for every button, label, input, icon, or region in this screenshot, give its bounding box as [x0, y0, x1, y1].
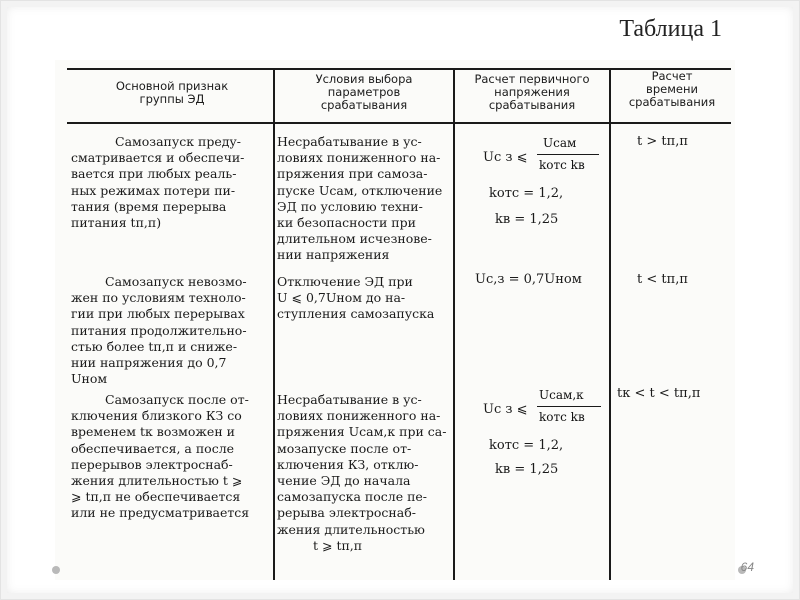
row1-criterion-line: ных режимах потери пи-	[71, 182, 236, 198]
row2-time: t < tп,п	[637, 272, 689, 287]
row3-condition-line: Несрабатывание в ус-	[277, 392, 422, 407]
row1-criterion-line: вается при любых реаль-	[71, 166, 237, 182]
row2-criterion-line: гии при любых перерывах	[71, 306, 245, 322]
row1-condition-line: ки безопасности при	[277, 215, 416, 231]
row1-condition	[277, 134, 451, 264]
row2-condition	[277, 274, 451, 323]
row1-voltage-lhs: Uс з ⩽	[483, 150, 528, 165]
row1-condition-line: Несрабатывание в ус-	[277, 134, 422, 149]
row3-condition-line: мозапуске после от-	[277, 440, 412, 456]
row2-criterion-line: нии напряжения до 0,7	[71, 355, 227, 371]
row2-criterion	[71, 274, 269, 387]
row3-condition-line: ключения КЗ, отклю-	[277, 456, 419, 472]
row3-voltage-lhs: Uс з ⩽	[483, 402, 528, 417]
column-divider-1	[273, 68, 275, 580]
scanned-table	[55, 60, 735, 580]
row1-criterion-line: питания tп,п)	[71, 215, 162, 231]
row3-condition-line: жения длительностью	[277, 521, 425, 537]
row2-condition-line: Отключение ЭД при	[277, 274, 413, 289]
column-divider-3	[609, 68, 611, 580]
row3-time: tк < t < tп,п	[617, 386, 701, 401]
row3-fraction-bar	[537, 406, 601, 407]
row2-criterion-line: Самозапуск невозмо-	[105, 274, 247, 289]
row3-criterion	[71, 392, 269, 522]
row3-condition-line: t ⩾ tп,п	[313, 537, 363, 553]
row1-condition-line: ЭД по условию техни-	[277, 198, 423, 214]
row3-criterion-line: или не предусматривается	[71, 505, 250, 521]
row2-criterion-line: питания продолжительно-	[71, 322, 247, 338]
row1-condition-line: длительном исчезнове-	[277, 231, 432, 247]
row3-condition-line: самозапуска после пе-	[277, 489, 428, 505]
row1-criterion-line: тания (время перерыва	[71, 198, 227, 214]
row1-criterion-line: сматривается и обеспечи-	[71, 150, 245, 166]
row3-criterion-line: Самозапуск после от-	[105, 392, 249, 407]
slide-title: Таблица 1	[619, 16, 722, 42]
row3-k-v: kв = 1,25	[495, 462, 559, 477]
row3-criterion-line: ключения близкого КЗ со	[71, 408, 242, 424]
row2-criterion-line: Uном	[71, 371, 108, 387]
row3-condition	[277, 392, 451, 554]
row3-criterion-line: ⩾ tп,п не обеспечивается	[71, 489, 241, 505]
row3-condition-line: пряжения Uсам,к при са-	[277, 424, 447, 440]
row3-voltage-denominator: kотс kв	[539, 410, 585, 424]
row3-k-ots: kотс = 1,2,	[489, 438, 564, 453]
row3-condition-line: чение ЭД до начала	[277, 473, 411, 489]
row1-condition-line: пуске Uсам, отключение	[277, 182, 443, 198]
row2-criterion-line: жен по условиям техноло-	[71, 290, 246, 306]
header-condition: Условия выбора параметров срабатывания	[315, 72, 413, 112]
row1-criterion-line: Самозапуск преду-	[115, 134, 242, 149]
row1-fraction-bar	[537, 154, 599, 155]
row1-voltage-denominator: kотс kв	[539, 158, 585, 172]
table-header-rule	[67, 122, 731, 124]
row1-condition-line: пряжения при самоза-	[277, 166, 428, 182]
row1-time: t > tп,п	[637, 134, 689, 149]
header-time: Расчет времени срабатывания	[628, 69, 716, 109]
row2-criterion-line: стью более tп,п и сниже-	[71, 338, 238, 354]
row1-k-ots: kотс = 1,2,	[489, 186, 564, 201]
header-criterion: Основной признак группы ЭД	[115, 79, 229, 106]
row1-condition-line: нии напряжения	[277, 247, 390, 263]
row3-criterion-line: перерывов электроснаб-	[71, 456, 233, 472]
row2-condition-line: ступления самозапуска	[277, 306, 435, 322]
row3-condition-line: ловиях пониженного на-	[277, 408, 441, 424]
page-number: 64	[740, 560, 754, 574]
row3-voltage-numerator: Uсам,к	[539, 388, 584, 402]
row3-criterion-line: обеспечивается, а после	[71, 440, 235, 456]
row3-condition-line: рерыва электроснаб-	[277, 505, 416, 521]
row1-criterion	[71, 134, 269, 231]
row1-voltage-numerator: Uсам	[543, 136, 577, 150]
row2-condition-line: U ⩽ 0,7Uном до на-	[277, 290, 406, 306]
header-voltage: Расчет первичного напряжения срабатывания	[474, 72, 590, 112]
row2-voltage: Uс,з = 0,7Uном	[475, 272, 582, 287]
row1-k-v: kв = 1,25	[495, 212, 559, 227]
footer-dot-left	[52, 566, 60, 574]
column-divider-2	[453, 68, 455, 580]
row3-criterion-line: жения длительностью t ⩾	[71, 473, 243, 489]
row3-criterion-line: временем tк возможен и	[71, 424, 235, 440]
row1-condition-line: ловиях пониженного на-	[277, 150, 441, 166]
